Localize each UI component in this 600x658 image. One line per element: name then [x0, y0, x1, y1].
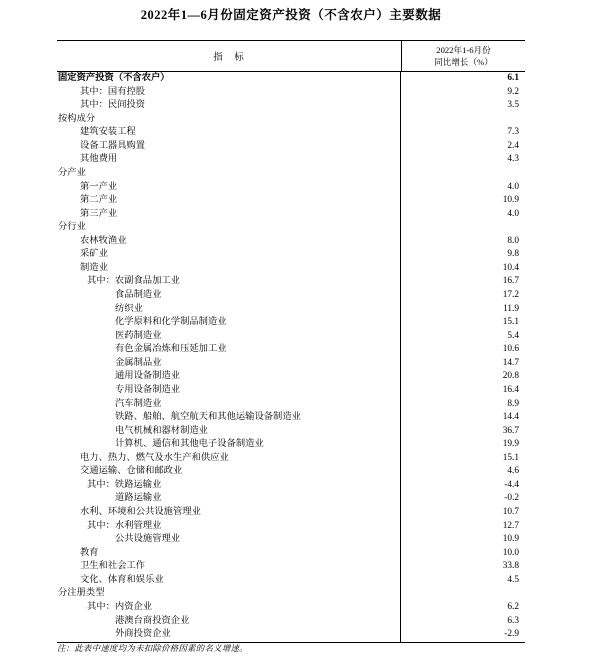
- table-row: [57, 221, 525, 235]
- row-label: 水利、环境和公共设施管理业: [57, 506, 401, 520]
- row-label: 金属制品业: [57, 357, 401, 371]
- row-value: 4.6: [507, 466, 519, 477]
- row-label: 建筑安装工程: [57, 126, 401, 140]
- table-row: [57, 452, 525, 466]
- row-value: 4.0: [507, 208, 519, 219]
- table-row: [57, 628, 525, 642]
- table-row: [57, 398, 525, 412]
- row-value: 10.9: [502, 534, 519, 545]
- table-row: [57, 113, 525, 127]
- content-area: [57, 0, 525, 653]
- table-row: [57, 153, 525, 167]
- table-row: [57, 72, 525, 86]
- footnote: 注：此表中速度均为未扣除价格因素的名义增速。: [57, 644, 248, 653]
- table-row: [57, 384, 525, 398]
- row-label: 文化、体育和娱乐业: [57, 574, 401, 588]
- row-label: 其中：内资企业: [57, 601, 401, 615]
- row-value: 12.7: [502, 520, 519, 531]
- row-value: 8.9: [507, 398, 519, 409]
- row-label: 外商投资企业: [57, 628, 401, 642]
- table-row: [57, 167, 525, 181]
- table-row: [57, 86, 525, 100]
- table-row: [57, 547, 525, 561]
- row-value: 7.3: [507, 127, 519, 138]
- row-value: [401, 221, 525, 235]
- table-row: [57, 370, 525, 384]
- page-title: 2022年1—6月份固定资产投资（不含农户）主要数据: [140, 8, 442, 22]
- row-value: -0.2: [504, 493, 519, 504]
- row-value: [401, 587, 525, 601]
- row-value: 11.9: [503, 303, 519, 314]
- row-value: 10.7: [502, 507, 519, 517]
- table-row: [57, 303, 525, 317]
- table-row: [57, 533, 525, 547]
- table-row: [57, 601, 525, 615]
- table-row: [57, 411, 525, 425]
- table-row: [57, 506, 525, 520]
- table-row: [57, 248, 525, 262]
- table-row: [57, 425, 525, 439]
- row-label: 其中：民间投资: [57, 99, 401, 113]
- table-row: [57, 438, 525, 452]
- header-period-line1: 2022年1-6月份: [436, 45, 491, 55]
- table-row: [57, 275, 525, 289]
- row-label: 有色金属冶炼和压延加工业: [57, 343, 401, 357]
- row-label: 卫生和社会工作: [57, 560, 401, 574]
- table-row: [57, 262, 525, 276]
- row-value: 16.4: [502, 384, 519, 395]
- row-value: 36.7: [502, 425, 519, 436]
- row-label: 专用设备制造业: [57, 384, 401, 398]
- table-row: [57, 235, 525, 249]
- header-period: [402, 41, 525, 71]
- table-row: [57, 574, 525, 588]
- table-row: [57, 289, 525, 303]
- row-label: 医药制造业: [57, 330, 401, 344]
- row-value: 6.3: [507, 615, 519, 626]
- row-label: 食品制造业: [57, 289, 401, 303]
- table-row: [57, 492, 525, 506]
- table-header-row: [57, 41, 525, 72]
- row-value: 15.1: [502, 317, 519, 328]
- row-label: 设备工器具购置: [57, 140, 401, 154]
- table-row: [57, 587, 525, 601]
- row-value: 9.2: [507, 86, 519, 97]
- row-value: 9.8: [507, 249, 519, 260]
- row-label: 其中：水利管理业: [57, 520, 401, 534]
- row-label: 第一产业: [57, 181, 401, 195]
- table-row: [57, 99, 525, 113]
- row-label: 汽车制造业: [57, 398, 401, 412]
- table-body: [57, 72, 525, 642]
- row-label: 采矿业: [57, 248, 401, 262]
- table-row: [57, 181, 525, 195]
- row-value: 14.4: [502, 412, 519, 423]
- table-row: [57, 479, 525, 493]
- row-value: 33.8: [502, 561, 519, 572]
- row-label: 其中：国有控股: [57, 86, 401, 100]
- row-value: 6.2: [507, 601, 519, 612]
- row-value: 10.0: [502, 547, 519, 558]
- row-value: 4.5: [507, 574, 519, 585]
- row-label: 通用设备制造业: [57, 370, 401, 384]
- row-value: 2.4: [507, 140, 519, 151]
- row-value: [401, 167, 525, 181]
- row-label: 农林牧渔业: [57, 235, 401, 249]
- row-label: 分注册类型: [57, 587, 401, 601]
- row-label: 交通运输、仓储和邮政业: [57, 465, 401, 479]
- table-row: [57, 194, 525, 208]
- row-value: -4.4: [504, 479, 519, 490]
- row-label: 铁路、船舶、航空航天和其他运输设备制造业: [57, 411, 401, 425]
- table-row: [57, 520, 525, 534]
- row-value: -2.9: [504, 629, 519, 640]
- table-row: [57, 343, 525, 357]
- row-value: 17.2: [502, 290, 519, 300]
- row-label: 道路运输业: [57, 492, 401, 506]
- row-label: 其他费用: [57, 153, 401, 167]
- row-label: 分行业: [57, 221, 401, 235]
- row-value: 16.7: [502, 276, 519, 287]
- row-value: 4.0: [507, 181, 519, 192]
- row-value: 10.4: [502, 262, 519, 273]
- row-label: 固定资产投资（不含农户）: [57, 72, 401, 86]
- row-value: 8.0: [507, 235, 519, 246]
- row-label: 按构成分: [57, 113, 401, 127]
- row-value: [401, 113, 525, 127]
- row-value: 5.4: [507, 330, 519, 341]
- row-label: 第二产业: [57, 194, 401, 208]
- row-label: 电气机械和器材制造业: [57, 425, 401, 439]
- header-period-line2: 同比增长（%）: [434, 57, 493, 67]
- row-label: 公共设施管理业: [57, 533, 401, 547]
- row-value: 20.8: [502, 371, 519, 382]
- table-row: [57, 208, 525, 222]
- row-label: 分产业: [57, 167, 401, 181]
- row-value: 10.6: [502, 344, 519, 355]
- row-label: 纺织业: [57, 303, 401, 317]
- data-table: [57, 40, 525, 643]
- row-label: 制造业: [57, 262, 401, 276]
- row-value: 10.9: [502, 195, 519, 206]
- table-row: [57, 615, 525, 629]
- row-label: 电力、热力、燃气及水生产和供应业: [57, 452, 401, 466]
- row-label: 教育: [57, 547, 401, 561]
- row-value: 6.1: [507, 73, 519, 83]
- row-label: 化学原料和化学制品制造业: [57, 316, 401, 330]
- table-row: [57, 140, 525, 154]
- table-row: [57, 316, 525, 330]
- table-row: [57, 465, 525, 479]
- row-value: 4.3: [507, 154, 519, 165]
- table-row: [57, 560, 525, 574]
- row-label: 其中：铁路运输业: [57, 479, 401, 493]
- row-label: 第三产业: [57, 208, 401, 222]
- table-row: [57, 330, 525, 344]
- row-label: 其中：农副食品加工业: [57, 275, 401, 289]
- table-row: [57, 357, 525, 371]
- header-indicator: 指 标: [57, 41, 402, 71]
- row-value: 15.1: [502, 452, 519, 463]
- row-value: 3.5: [507, 100, 519, 111]
- table-row: [57, 126, 525, 140]
- row-value: 19.9: [502, 439, 519, 450]
- row-label: 计算机、通信和其他电子设备制造业: [57, 438, 401, 452]
- row-value: 14.7: [502, 357, 519, 368]
- row-label: 港澳台商投资企业: [57, 615, 401, 629]
